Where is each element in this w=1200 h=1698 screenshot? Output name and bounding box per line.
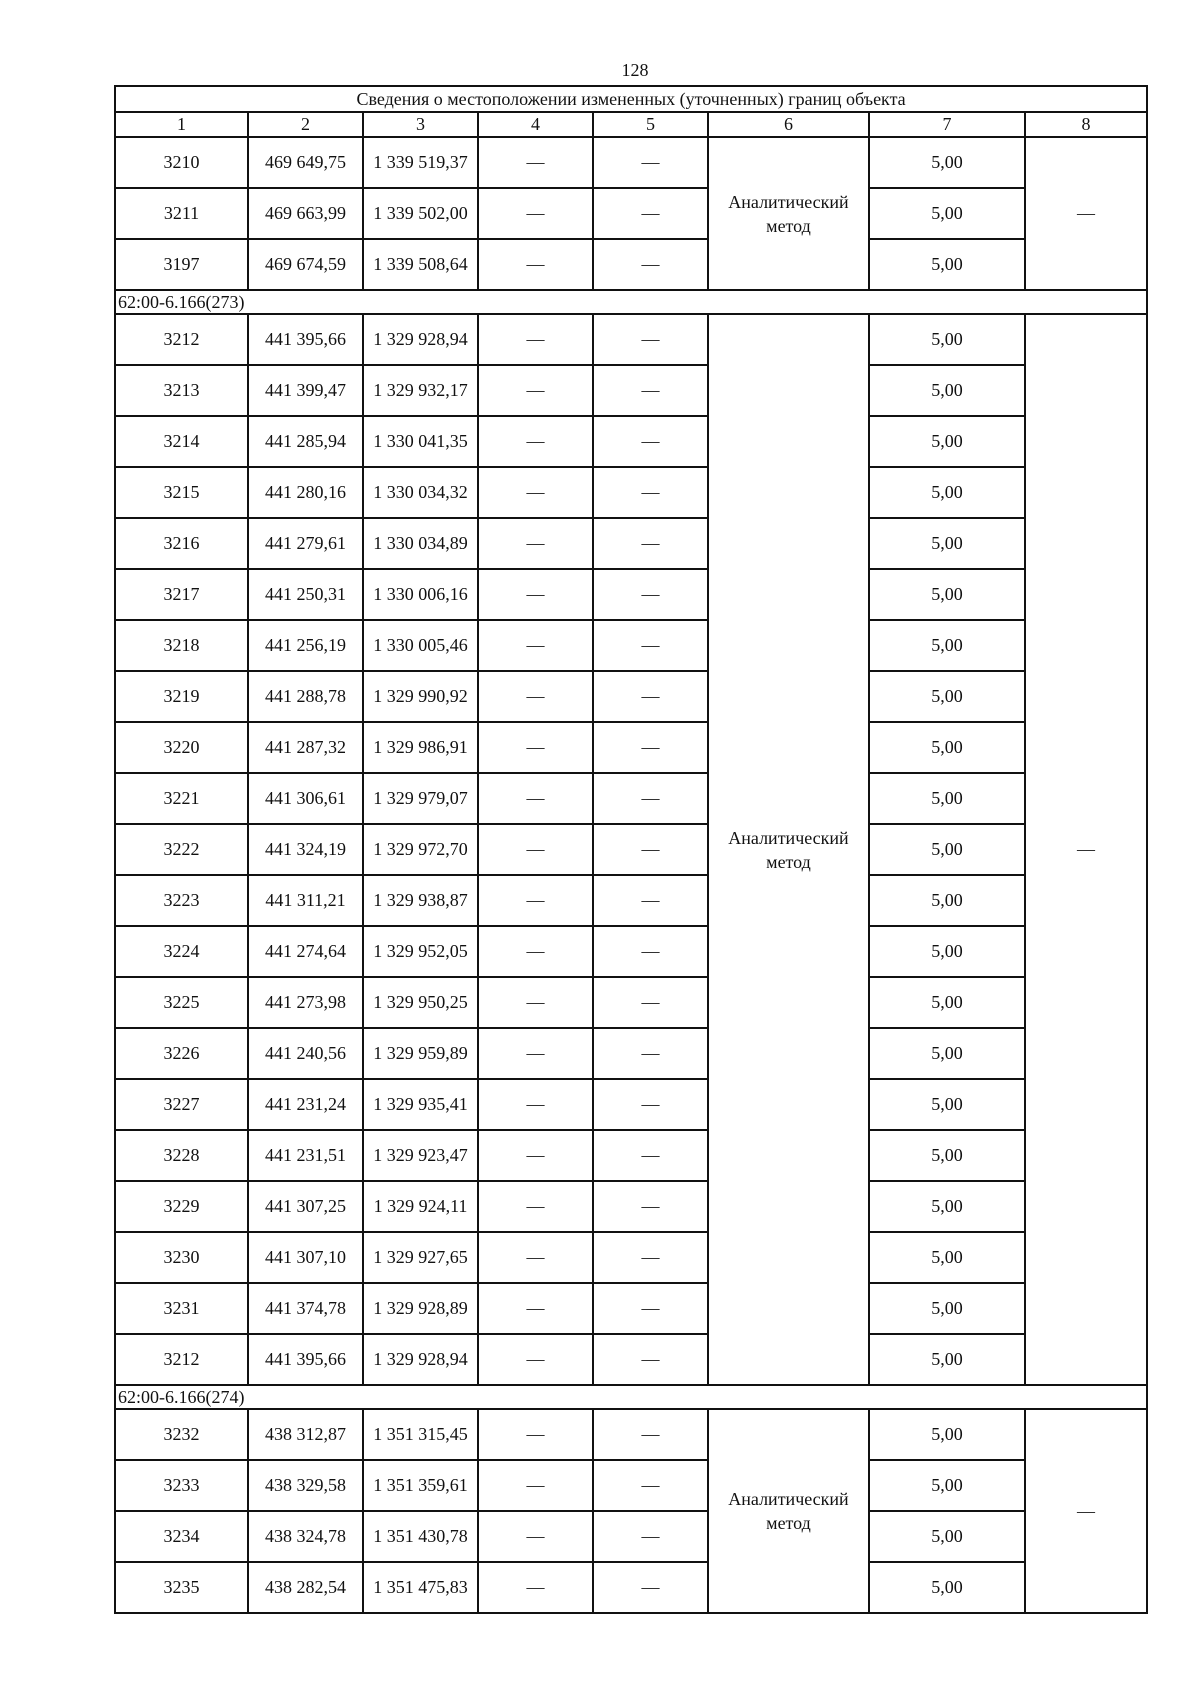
column-5-dash-cell: — xyxy=(593,875,708,926)
column-header-6: 6 xyxy=(708,112,869,137)
y-coordinate-cell: 1 351 475,83 xyxy=(363,1562,478,1613)
x-coordinate-cell: 441 231,51 xyxy=(248,1130,363,1181)
column-header-4: 4 xyxy=(478,112,593,137)
accuracy-cell: 5,00 xyxy=(869,239,1025,290)
accuracy-cell: 5,00 xyxy=(869,1283,1025,1334)
point-number-cell: 3215 xyxy=(115,467,248,518)
accuracy-cell: 5,00 xyxy=(869,977,1025,1028)
column-5-dash-cell: — xyxy=(593,722,708,773)
column-4-dash-cell: — xyxy=(478,977,593,1028)
accuracy-cell: 5,00 xyxy=(869,137,1025,188)
method-line-2: метод xyxy=(766,215,811,236)
x-coordinate-cell: 441 311,21 xyxy=(248,875,363,926)
table-row xyxy=(115,875,1147,926)
point-number-cell: 3219 xyxy=(115,671,248,722)
column-header-2: 2 xyxy=(248,112,363,137)
accuracy-cell: 5,00 xyxy=(869,1460,1025,1511)
accuracy-cell: 5,00 xyxy=(869,1079,1025,1130)
table-row xyxy=(115,1232,1147,1283)
accuracy-cell: 5,00 xyxy=(869,875,1025,926)
column-4-dash-cell: — xyxy=(478,875,593,926)
column-5-dash-cell: — xyxy=(593,620,708,671)
x-coordinate-cell: 441 306,61 xyxy=(248,773,363,824)
boundary-coordinates-table xyxy=(114,85,1148,1614)
table-row xyxy=(115,365,1147,416)
column-8-dash-cell: — xyxy=(1025,137,1147,290)
x-coordinate-cell: 441 395,66 xyxy=(248,314,363,365)
column-5-dash-cell: — xyxy=(593,1511,708,1562)
accuracy-cell: 5,00 xyxy=(869,1028,1025,1079)
accuracy-cell: 5,00 xyxy=(869,620,1025,671)
accuracy-cell: 5,00 xyxy=(869,824,1025,875)
accuracy-cell: 5,00 xyxy=(869,1232,1025,1283)
y-coordinate-cell: 1 339 508,64 xyxy=(363,239,478,290)
column-header-5: 5 xyxy=(593,112,708,137)
column-4-dash-cell: — xyxy=(478,365,593,416)
point-number-cell: 3229 xyxy=(115,1181,248,1232)
point-number-cell: 3230 xyxy=(115,1232,248,1283)
column-5-dash-cell: — xyxy=(593,1181,708,1232)
table-row xyxy=(115,137,1147,188)
table-row xyxy=(115,1460,1147,1511)
point-number-cell: 3222 xyxy=(115,824,248,875)
column-4-dash-cell: — xyxy=(478,773,593,824)
column-4-dash-cell: — xyxy=(478,1130,593,1181)
column-8-dash-cell: — xyxy=(1025,1409,1147,1613)
column-4-dash-cell: — xyxy=(478,1511,593,1562)
point-number-cell: 3232 xyxy=(115,1409,248,1460)
x-coordinate-cell: 441 250,31 xyxy=(248,569,363,620)
column-5-dash-cell: — xyxy=(593,1283,708,1334)
y-coordinate-cell: 1 351 315,45 xyxy=(363,1409,478,1460)
y-coordinate-cell: 1 329 938,87 xyxy=(363,875,478,926)
section-label: 62:00-6.166(274) xyxy=(115,1385,1147,1409)
point-number-cell: 3234 xyxy=(115,1511,248,1562)
x-coordinate-cell: 469 649,75 xyxy=(248,137,363,188)
column-5-dash-cell: — xyxy=(593,137,708,188)
x-coordinate-cell: 441 280,16 xyxy=(248,467,363,518)
accuracy-cell: 5,00 xyxy=(869,1409,1025,1460)
column-5-dash-cell: — xyxy=(593,1079,708,1130)
y-coordinate-cell: 1 351 359,61 xyxy=(363,1460,478,1511)
x-coordinate-cell: 469 663,99 xyxy=(248,188,363,239)
table-row xyxy=(115,671,1147,722)
column-5-dash-cell: — xyxy=(593,239,708,290)
column-4-dash-cell: — xyxy=(478,1409,593,1460)
method-cell xyxy=(708,1409,869,1613)
point-number-cell: 3216 xyxy=(115,518,248,569)
x-coordinate-cell: 469 674,59 xyxy=(248,239,363,290)
x-coordinate-cell: 441 285,94 xyxy=(248,416,363,467)
y-coordinate-cell: 1 330 034,89 xyxy=(363,518,478,569)
column-8-dash-cell: — xyxy=(1025,314,1147,1385)
y-coordinate-cell: 1 351 430,78 xyxy=(363,1511,478,1562)
x-coordinate-cell: 438 329,58 xyxy=(248,1460,363,1511)
table-row xyxy=(115,239,1147,290)
accuracy-cell: 5,00 xyxy=(869,722,1025,773)
point-number-cell: 3220 xyxy=(115,722,248,773)
point-number-cell: 3224 xyxy=(115,926,248,977)
column-5-dash-cell: — xyxy=(593,188,708,239)
column-4-dash-cell: — xyxy=(478,671,593,722)
point-number-cell: 3212 xyxy=(115,314,248,365)
table-row xyxy=(115,926,1147,977)
accuracy-cell: 5,00 xyxy=(869,1562,1025,1613)
method-line-1: Аналитический xyxy=(728,191,849,212)
table-row xyxy=(115,1511,1147,1562)
column-5-dash-cell: — xyxy=(593,977,708,1028)
column-4-dash-cell: — xyxy=(478,620,593,671)
x-coordinate-cell: 441 240,56 xyxy=(248,1028,363,1079)
y-coordinate-cell: 1 329 990,92 xyxy=(363,671,478,722)
column-header-3: 3 xyxy=(363,112,478,137)
accuracy-cell: 5,00 xyxy=(869,188,1025,239)
y-coordinate-cell: 1 330 041,35 xyxy=(363,416,478,467)
column-4-dash-cell: — xyxy=(478,722,593,773)
column-4-dash-cell: — xyxy=(478,1334,593,1385)
accuracy-cell: 5,00 xyxy=(869,467,1025,518)
table-caption: Сведения о местоположении измененных (уточненных) границ объекта xyxy=(115,86,1147,112)
x-coordinate-cell: 441 273,98 xyxy=(248,977,363,1028)
section-label: 62:00-6.166(273) xyxy=(115,290,1147,314)
column-5-dash-cell: — xyxy=(593,518,708,569)
y-coordinate-cell: 1 329 979,07 xyxy=(363,773,478,824)
point-number-cell: 3233 xyxy=(115,1460,248,1511)
column-4-dash-cell: — xyxy=(478,1028,593,1079)
column-5-dash-cell: — xyxy=(593,569,708,620)
y-coordinate-cell: 1 329 928,94 xyxy=(363,314,478,365)
column-4-dash-cell: — xyxy=(478,1232,593,1283)
y-coordinate-cell: 1 329 932,17 xyxy=(363,365,478,416)
method-line-1: Аналитический xyxy=(728,1489,849,1509)
column-5-dash-cell: — xyxy=(593,824,708,875)
accuracy-cell: 5,00 xyxy=(869,518,1025,569)
table-row xyxy=(115,824,1147,875)
accuracy-cell: 5,00 xyxy=(869,926,1025,977)
column-5-dash-cell: — xyxy=(593,671,708,722)
accuracy-cell: 5,00 xyxy=(869,416,1025,467)
point-number-cell: 3221 xyxy=(115,773,248,824)
y-coordinate-cell: 1 329 927,65 xyxy=(363,1232,478,1283)
table-row xyxy=(115,1028,1147,1079)
table-row xyxy=(115,518,1147,569)
point-number-cell: 3210 xyxy=(115,137,248,188)
x-coordinate-cell: 441 395,66 xyxy=(248,1334,363,1385)
table-row xyxy=(115,722,1147,773)
y-coordinate-cell: 1 339 519,37 xyxy=(363,137,478,188)
column-5-dash-cell: — xyxy=(593,467,708,518)
point-number-cell: 3197 xyxy=(115,239,248,290)
table-row xyxy=(115,977,1147,1028)
column-5-dash-cell: — xyxy=(593,926,708,977)
method-line-2: метод xyxy=(766,1513,811,1533)
column-4-dash-cell: — xyxy=(478,1181,593,1232)
column-4-dash-cell: — xyxy=(478,1562,593,1613)
column-4-dash-cell: — xyxy=(478,1283,593,1334)
point-number-cell: 3223 xyxy=(115,875,248,926)
column-4-dash-cell: — xyxy=(478,416,593,467)
table-row xyxy=(115,1130,1147,1181)
x-coordinate-cell: 438 282,54 xyxy=(248,1562,363,1613)
x-coordinate-cell: 441 231,24 xyxy=(248,1079,363,1130)
column-4-dash-cell: — xyxy=(478,569,593,620)
y-coordinate-cell: 1 330 005,46 xyxy=(363,620,478,671)
method-line-1: Аналитический xyxy=(728,827,849,848)
x-coordinate-cell: 441 307,10 xyxy=(248,1232,363,1283)
section-row xyxy=(115,1385,1147,1409)
y-coordinate-cell: 1 329 972,70 xyxy=(363,824,478,875)
column-header-1: 1 xyxy=(115,112,248,137)
x-coordinate-cell: 441 399,47 xyxy=(248,365,363,416)
point-number-cell: 3226 xyxy=(115,1028,248,1079)
y-coordinate-cell: 1 329 935,41 xyxy=(363,1079,478,1130)
column-4-dash-cell: — xyxy=(478,926,593,977)
y-coordinate-cell: 1 329 950,25 xyxy=(363,977,478,1028)
point-number-cell: 3235 xyxy=(115,1562,248,1613)
column-5-dash-cell: — xyxy=(593,1130,708,1181)
x-coordinate-cell: 441 274,64 xyxy=(248,926,363,977)
column-4-dash-cell: — xyxy=(478,1079,593,1130)
point-number-cell: 3227 xyxy=(115,1079,248,1130)
accuracy-cell: 5,00 xyxy=(869,1130,1025,1181)
page-number: 128 xyxy=(621,60,649,80)
table-row xyxy=(115,1409,1147,1460)
accuracy-cell: 5,00 xyxy=(869,773,1025,824)
x-coordinate-cell: 438 312,87 xyxy=(248,1409,363,1460)
accuracy-cell: 5,00 xyxy=(869,1181,1025,1232)
column-4-dash-cell: — xyxy=(478,467,593,518)
x-coordinate-cell: 441 279,61 xyxy=(248,518,363,569)
point-number-cell: 3214 xyxy=(115,416,248,467)
table-row xyxy=(115,1079,1147,1130)
y-coordinate-cell: 1 329 952,05 xyxy=(363,926,478,977)
y-coordinate-cell: 1 330 006,16 xyxy=(363,569,478,620)
accuracy-cell: 5,00 xyxy=(869,314,1025,365)
point-number-cell: 3211 xyxy=(115,188,248,239)
section-row xyxy=(115,290,1147,314)
point-number-cell: 3218 xyxy=(115,620,248,671)
column-5-dash-cell: — xyxy=(593,1232,708,1283)
column-5-dash-cell: — xyxy=(593,365,708,416)
y-coordinate-cell: 1 329 923,47 xyxy=(363,1130,478,1181)
x-coordinate-cell: 441 288,78 xyxy=(248,671,363,722)
x-coordinate-cell: 441 374,78 xyxy=(248,1283,363,1334)
column-4-dash-cell: — xyxy=(478,518,593,569)
column-header-8: 8 xyxy=(1025,112,1147,137)
point-number-cell: 3231 xyxy=(115,1283,248,1334)
column-4-dash-cell: — xyxy=(478,137,593,188)
x-coordinate-cell: 441 307,25 xyxy=(248,1181,363,1232)
column-5-dash-cell: — xyxy=(593,1028,708,1079)
method-cell xyxy=(708,137,869,290)
table-row xyxy=(115,620,1147,671)
x-coordinate-cell: 441 324,19 xyxy=(248,824,363,875)
table-row xyxy=(115,416,1147,467)
y-coordinate-cell: 1 339 502,00 xyxy=(363,188,478,239)
point-number-cell: 3228 xyxy=(115,1130,248,1181)
accuracy-cell: 5,00 xyxy=(869,365,1025,416)
table-row xyxy=(115,773,1147,824)
x-coordinate-cell: 441 256,19 xyxy=(248,620,363,671)
column-4-dash-cell: — xyxy=(478,1460,593,1511)
column-5-dash-cell: — xyxy=(593,1334,708,1385)
accuracy-cell: 5,00 xyxy=(869,1511,1025,1562)
method-cell xyxy=(708,314,869,1385)
accuracy-cell: 5,00 xyxy=(869,1334,1025,1385)
column-4-dash-cell: — xyxy=(478,314,593,365)
table-row xyxy=(115,1562,1147,1613)
method-line-2: метод xyxy=(766,851,811,872)
column-header-7: 7 xyxy=(869,112,1025,137)
column-4-dash-cell: — xyxy=(478,824,593,875)
table-row xyxy=(115,1283,1147,1334)
table-row xyxy=(115,188,1147,239)
point-number-cell: 3212 xyxy=(115,1334,248,1385)
accuracy-cell: 5,00 xyxy=(869,569,1025,620)
y-coordinate-cell: 1 329 924,11 xyxy=(363,1181,478,1232)
table-row xyxy=(115,1334,1147,1385)
column-5-dash-cell: — xyxy=(593,416,708,467)
table-row xyxy=(115,1181,1147,1232)
point-number-cell: 3225 xyxy=(115,977,248,1028)
y-coordinate-cell: 1 329 959,89 xyxy=(363,1028,478,1079)
table-row xyxy=(115,314,1147,365)
y-coordinate-cell: 1 329 986,91 xyxy=(363,722,478,773)
y-coordinate-cell: 1 330 034,32 xyxy=(363,467,478,518)
column-4-dash-cell: — xyxy=(478,188,593,239)
y-coordinate-cell: 1 329 928,89 xyxy=(363,1283,478,1334)
column-4-dash-cell: — xyxy=(478,239,593,290)
column-5-dash-cell: — xyxy=(593,773,708,824)
table-row xyxy=(115,569,1147,620)
column-5-dash-cell: — xyxy=(593,1562,708,1613)
x-coordinate-cell: 438 324,78 xyxy=(248,1511,363,1562)
table-row xyxy=(115,467,1147,518)
column-5-dash-cell: — xyxy=(593,314,708,365)
x-coordinate-cell: 441 287,32 xyxy=(248,722,363,773)
column-5-dash-cell: — xyxy=(593,1460,708,1511)
point-number-cell: 3217 xyxy=(115,569,248,620)
y-coordinate-cell: 1 329 928,94 xyxy=(363,1334,478,1385)
point-number-cell: 3213 xyxy=(115,365,248,416)
column-5-dash-cell: — xyxy=(593,1409,708,1460)
accuracy-cell: 5,00 xyxy=(869,671,1025,722)
